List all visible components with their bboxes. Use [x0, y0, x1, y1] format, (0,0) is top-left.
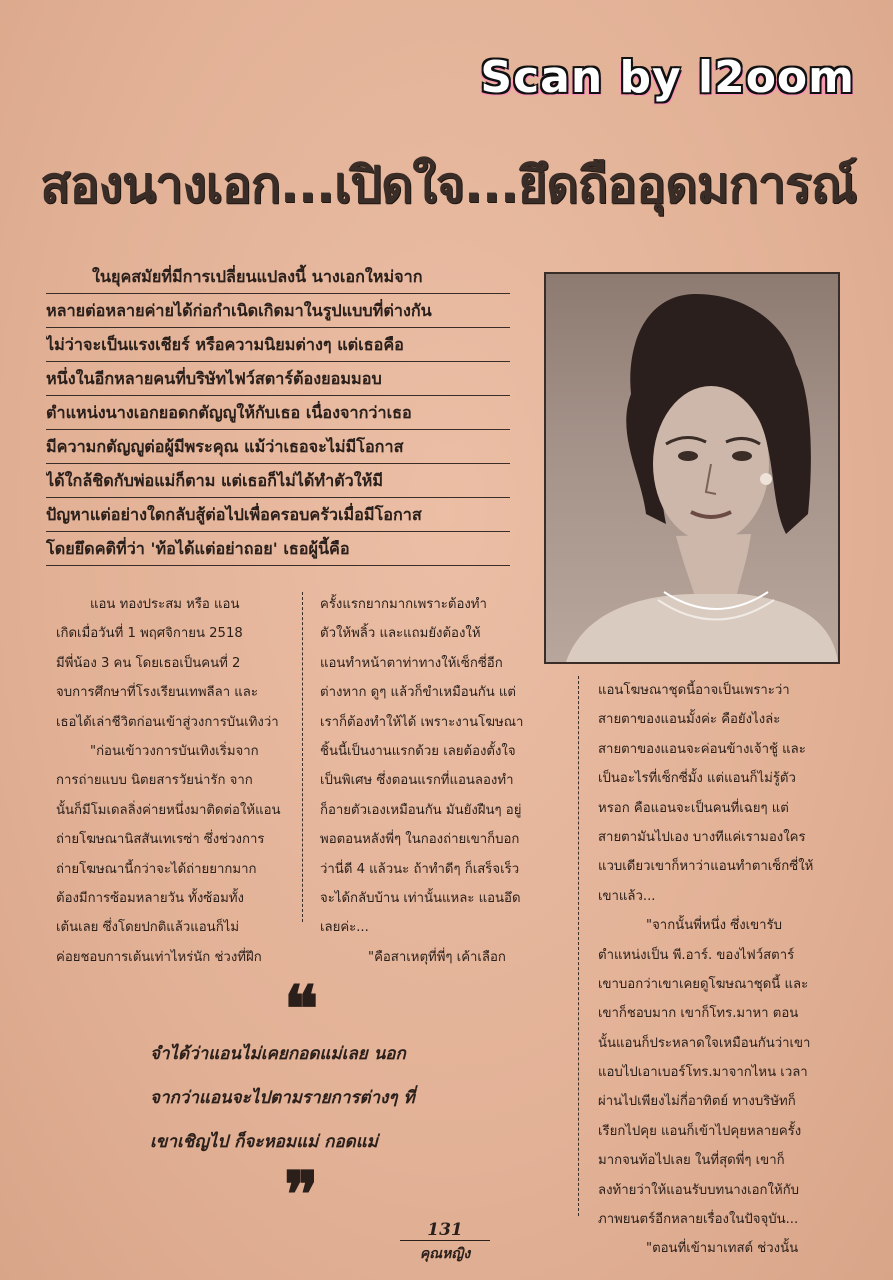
body-line: แวบเดียวเขาก็หาว่าแอนทำตาเซ็กซี่ให้ [598, 859, 814, 875]
body-column-1 [56, 590, 286, 972]
body-line: หรอก คือแอนจะเป็นคนที่เฉยๆ แต่ [598, 800, 789, 816]
page-footer [400, 1220, 490, 1265]
body-line: จะได้กลับบ้าน เท่านั้นแหละ แอนอึด [320, 890, 521, 906]
body-line: เรียกไปคุย แอนก็เข้าไปคุยหลายครั้ง [598, 1123, 802, 1139]
body-line: สายตาของแอนมั้งค่ะ คือยังไงล่ะ [598, 712, 781, 728]
intro-line: หลายต่อหลายค่ายได้ก่อกำเนิดเกิดมาในรูปแบบที่ต่างกัน [46, 294, 510, 328]
magazine-name: คุณหญิง [400, 1240, 490, 1265]
pull-quote-line: จากว่าแอนจะไปตามรายการต่างๆ ที่ [150, 1088, 415, 1108]
body-line: พอตอนหลังพี่ๆ ในกองถ่ายเขาก็บอก [320, 832, 520, 848]
intro-line: หนึ่งในอีกหลายคนที่บริษัทไฟว์สตาร์ต้องยอมมอบ [46, 362, 510, 396]
body-line: เลยค่ะ... [320, 920, 369, 936]
body-line: ตำแหน่งเป็น พี.อาร์. ของไฟว์สตาร์ [598, 947, 795, 963]
intro-paragraph [46, 260, 510, 566]
body-line: เต้นเลย ซึ่งโดยปกติแล้วแอนก็ไม่ [56, 920, 240, 936]
body-line: สายตามันไปเอง บางทีแค่เรามองใคร [598, 829, 806, 845]
open-quote-icon: ❝ [284, 972, 319, 1047]
body-line: ต้องมีการซ้อมหลายวัน ทั้งซ้อมทั้ง [56, 890, 244, 906]
intro-line: ไม่ว่าจะเป็นแรงเชียร์ หรือความนิยมต่างๆ แต่เธอคือ [46, 328, 510, 362]
intro-line: ในยุคสมัยที่มีการเปลี่ยนแปลงนี้ นางเอกใหม่จาก [46, 260, 510, 294]
body-line: ครั้งแรกยากมากเพราะต้องทำ [320, 597, 487, 612]
body-line: แอบไปเอาเบอร์โทร.มาจากไหน เวลา [598, 1065, 808, 1081]
body-line: ต่างหาก ดูๆ แล้วก็ขำเหมือนกัน แต่ [320, 685, 516, 701]
body-line: นั้นแอนก็ประหลาดใจเหมือนกันว่าเขา [598, 1035, 811, 1051]
body-line: ถ่ายโฆษณานี้กว่าจะได้ถ่ายยากมาก [56, 861, 257, 877]
column-divider [578, 676, 579, 1216]
body-line: สายตาของแอนจะค่อนข้างเจ้าชู้ และ [598, 741, 806, 757]
column-divider [302, 592, 303, 922]
body-line: เขาก็ชอบมาก เขาก็โทร.มาหา ตอน [598, 1006, 799, 1022]
body-line: "จากนั้นพี่หนึ่ง ซึ่งเขารับ [646, 918, 783, 934]
body-line: ค่อยชอบการเต้นเท่าไหร่นัก ช่วงที่ฝึก [56, 949, 262, 965]
body-column-3 [598, 676, 844, 1264]
body-line: ลงท้ายว่าให้แอนรับบทนางเอกให้กับ [598, 1182, 799, 1198]
body-line: แอนทำหน้าตาท่าทางให้เซ็กซี่อีก [320, 655, 503, 671]
portrait-illustration [546, 274, 838, 662]
body-line: ก็อายตัวเองเหมือนกัน มันยังฝืนๆ อยู่ [320, 802, 522, 818]
body-line: ว่านี่ดี 4 แล้วนะ ถ้าทำดีๆ ก็เสร็จเร็ว [320, 861, 520, 877]
body-line: แอน ทองประสม หรือ แอน [90, 597, 240, 612]
body-line: ถ่ายโฆษณานิสสันเทเรซ่า ซึ่งช่วงการ [56, 832, 265, 848]
body-line: มีพี่น้อง 3 คน โดยเธอเป็นคนที่ 2 [56, 655, 241, 671]
body-line: เขาแล้ว... [598, 888, 656, 904]
intro-line: โดยยึดคติที่ว่า 'ท้อได้แต่อย่าถอย' เธอผู้นี้คือ [46, 532, 510, 566]
portrait-photo [544, 272, 840, 664]
body-line: เป็นอะไรที่เซ็กซี่มั้ง แต่แอนก็ไม่รู้ตัว [598, 771, 796, 787]
body-line: แอนโฆษณาชุดนี้อาจเป็นเพราะว่า [598, 683, 790, 698]
body-line: ชิ้นนี้เป็นงานแรกด้วย เลยต้องตั้งใจ [320, 743, 516, 759]
body-line: นั้นก็มีโมเดลลิ่งค่ายหนึ่งมาติดต่อให้แอน [56, 802, 281, 818]
body-line: "ก่อนเข้าวงการบันเทิงเริ่มจาก [90, 743, 259, 759]
body-line: จบการศึกษาที่โรงเรียนเทพลีลา และ [56, 685, 258, 701]
page-number: 131 [427, 1220, 463, 1240]
body-line: "ตอนที่เข้ามาเทสต์ ช่วงนั้น [646, 1241, 799, 1257]
intro-line: ตำแหน่งนางเอกยอดกตัญญูให้กับเธอ เนื่องจากว่าเธอ [46, 396, 510, 430]
body-column-2 [320, 590, 564, 972]
body-line: การถ่ายแบบ นิตยสารวัยน่ารัก จาก [56, 773, 253, 789]
pull-quote [150, 1032, 470, 1164]
body-line: ตัวให้พลิ้ว และแถมยังต้องให้ [320, 626, 481, 642]
pull-quote-line: เขาเชิญไป ก็จะหอมแม่ กอดแม่ [150, 1132, 378, 1152]
intro-line: ได้ใกล้ชิดกับพ่อแม่ก็ตาม แต่เธอก็ไม่ได้ทำตัวให้มี [46, 464, 510, 498]
body-line: เธอได้เล่าชีวิตก่อนเข้าสู่วงการบันเทิงว่า [56, 714, 279, 730]
close-quote-icon: ❞ [284, 1158, 319, 1233]
body-line: เราก็ต้องทำให้ได้ เพราะงานโฆษณา [320, 714, 524, 730]
body-line: ผ่านไปเพียงไม่กี่อาทิตย์ ทางบริษัทก็ [598, 1094, 796, 1110]
article-headline: สองนางเอก...เปิดใจ...ยึดถืออุดมการณ์ [40, 156, 857, 214]
intro-line: มีความกตัญญูต่อผู้มีพระคุณ แม้ว่าเธอจะไม่มีโอกาส [46, 430, 510, 464]
body-line: ภาพยนตร์อีกหลายเรื่องในปัจจุบัน... [598, 1212, 799, 1228]
body-line: มากจนท้อไปเลย ในที่สุดพี่ๆ เขาก็ [598, 1153, 785, 1169]
body-line: เกิดเมื่อวันที่ 1 พฤศจิกายน 2518 [56, 626, 243, 642]
intro-line: ปัญหาแต่อย่างใดกลับสู้ต่อไปเพื่อครอบครัวเมื่อมีโอกาส [46, 498, 510, 532]
body-line: เป็นพิเศษ ซึ่งตอนแรกที่แอนลองทำ [320, 773, 514, 789]
body-line: "คือสาเหตุที่พี่ๆ เค้าเลือก [368, 949, 506, 965]
pull-quote-line: จำได้ว่าแอนไม่เคยกอดแม่เลย นอก [150, 1044, 406, 1064]
body-line: เขาบอกว่าเขาเคยดูโฆษณาชุดนี้ และ [598, 976, 809, 992]
scan-watermark: Scan by l2oom [480, 52, 855, 103]
